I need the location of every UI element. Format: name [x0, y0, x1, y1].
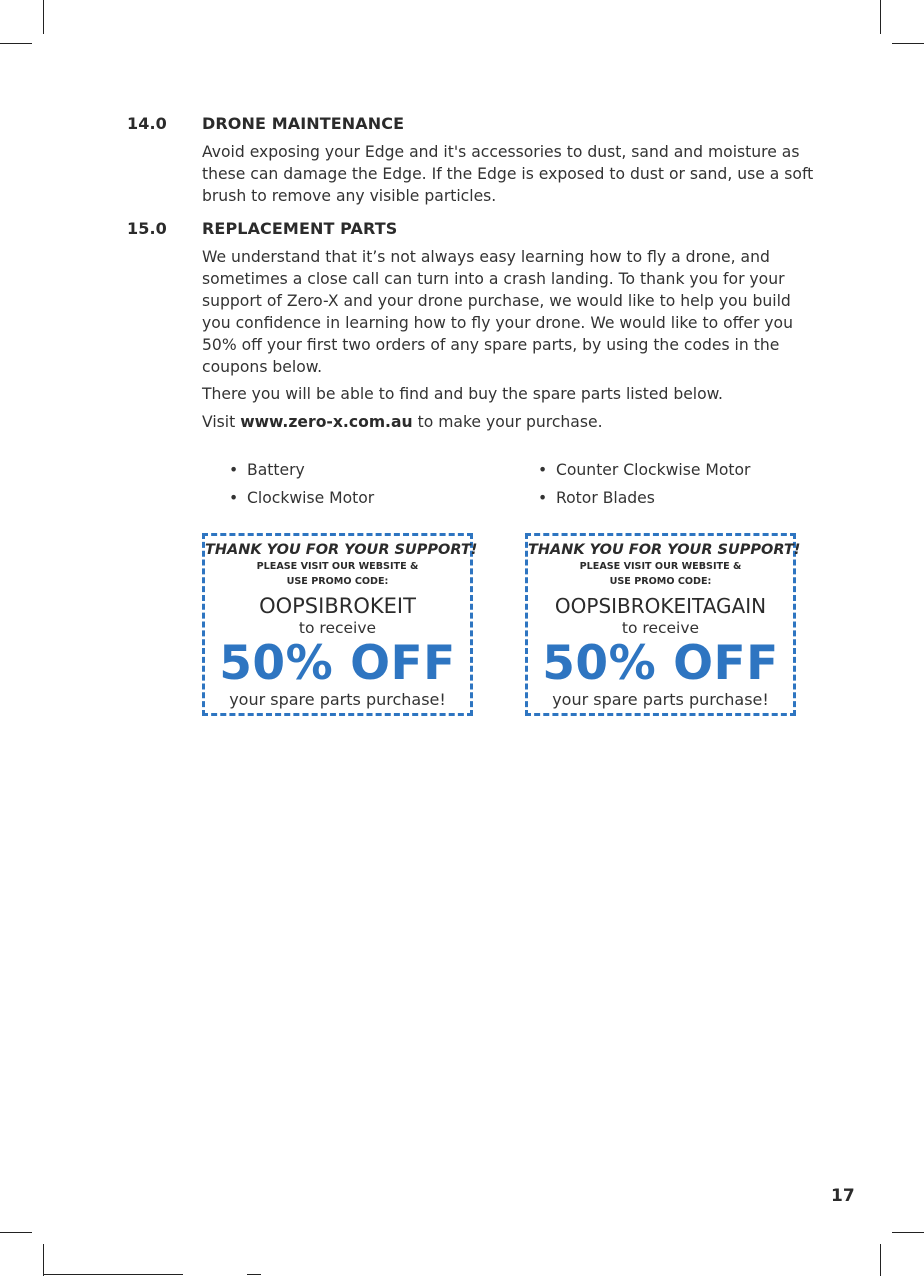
section-number: 15.0 — [127, 219, 167, 238]
part-name: Counter Clockwise Motor — [556, 461, 751, 479]
parts-list-item — [538, 489, 655, 507]
crop-mark — [880, 1244, 881, 1276]
website-link[interactable]: www.zero-x.com.au — [240, 413, 413, 431]
part-name: Battery — [247, 461, 305, 479]
section-heading-maintenance — [127, 114, 404, 133]
bullet-icon: • — [229, 489, 239, 507]
coupon-visit-line: USE PROMO CODE: — [286, 576, 389, 587]
bullet-icon: • — [538, 489, 548, 507]
parts-list-item — [229, 489, 374, 507]
coupon-visit-line: USE PROMO CODE: — [609, 576, 712, 587]
promo-code: OOPSIBROKEIT — [259, 594, 416, 618]
visit-suffix: to make your purchase. — [417, 413, 603, 431]
part-name: Rotor Blades — [556, 489, 655, 507]
section-number: 14.0 — [127, 114, 167, 133]
visit-paragraph — [202, 411, 822, 433]
crop-mark — [43, 1244, 44, 1276]
coupon-visit-line: PLEASE VISIT OUR WEBSITE & — [256, 561, 419, 572]
maintenance-paragraph: Avoid exposing your Edge and it's accessories to dust, sand and moisture as these can damage the Edge. If the Edge is exposed to dust or sand, use a soft brush to remove any visible particles. — [202, 143, 814, 205]
parts-list-item — [538, 461, 750, 479]
section-title: REPLACEMENT PARTS — [202, 219, 398, 238]
section-title: DRONE MAINTENANCE — [202, 114, 405, 133]
coupon-discount: 50% OFF — [219, 636, 456, 691]
coupon-receive-text: to receive — [621, 619, 700, 637]
promo-code: OOPSIBROKEITAGAIN — [554, 594, 767, 618]
replacement-paragraph: We understand that it’s not always easy learning how to fly a drone, and sometimes a close call can turn into a crash landing. To thank you for your support of Zero-X and your drone purchase, we would like to help you build you confidence in learning how to fly your drone. We would like to offer you 50% off your first two orders of any spare parts, by using the codes in the coupons below. — [202, 248, 793, 376]
crop-mark — [43, 0, 44, 34]
coupon-card — [525, 533, 801, 716]
coupon-visit-line: PLEASE VISIT OUR WEBSITE & — [579, 561, 742, 572]
crop-mark — [247, 1274, 261, 1275]
crop-mark — [43, 1274, 183, 1275]
page-number: 17 — [831, 1186, 855, 1206]
coupon-receive-text: to receive — [298, 619, 377, 637]
find-parts-paragraph: There you will be able to find and buy the spare parts listed below. — [202, 385, 723, 403]
coupon-card — [202, 533, 478, 716]
crop-mark — [880, 0, 881, 34]
crop-mark — [0, 1232, 32, 1233]
coupon-thanks: THANK YOU FOR YOUR SUPPORT! — [205, 542, 478, 558]
coupon-purchase-text: your spare parts purchase! — [229, 690, 446, 709]
part-name: Clockwise Motor — [247, 489, 375, 507]
coupon-purchase-text: your spare parts purchase! — [552, 690, 769, 709]
bullet-icon: • — [229, 461, 239, 479]
crop-mark — [892, 43, 924, 44]
section-heading-replacement-parts — [127, 219, 397, 238]
visit-prefix: Visit — [202, 413, 236, 431]
parts-list-item — [229, 461, 305, 479]
bullet-icon: • — [538, 461, 548, 479]
coupon-discount: 50% OFF — [542, 636, 779, 691]
crop-mark — [892, 1232, 924, 1233]
coupon-thanks: THANK YOU FOR YOUR SUPPORT! — [528, 542, 801, 558]
crop-mark — [0, 43, 32, 44]
